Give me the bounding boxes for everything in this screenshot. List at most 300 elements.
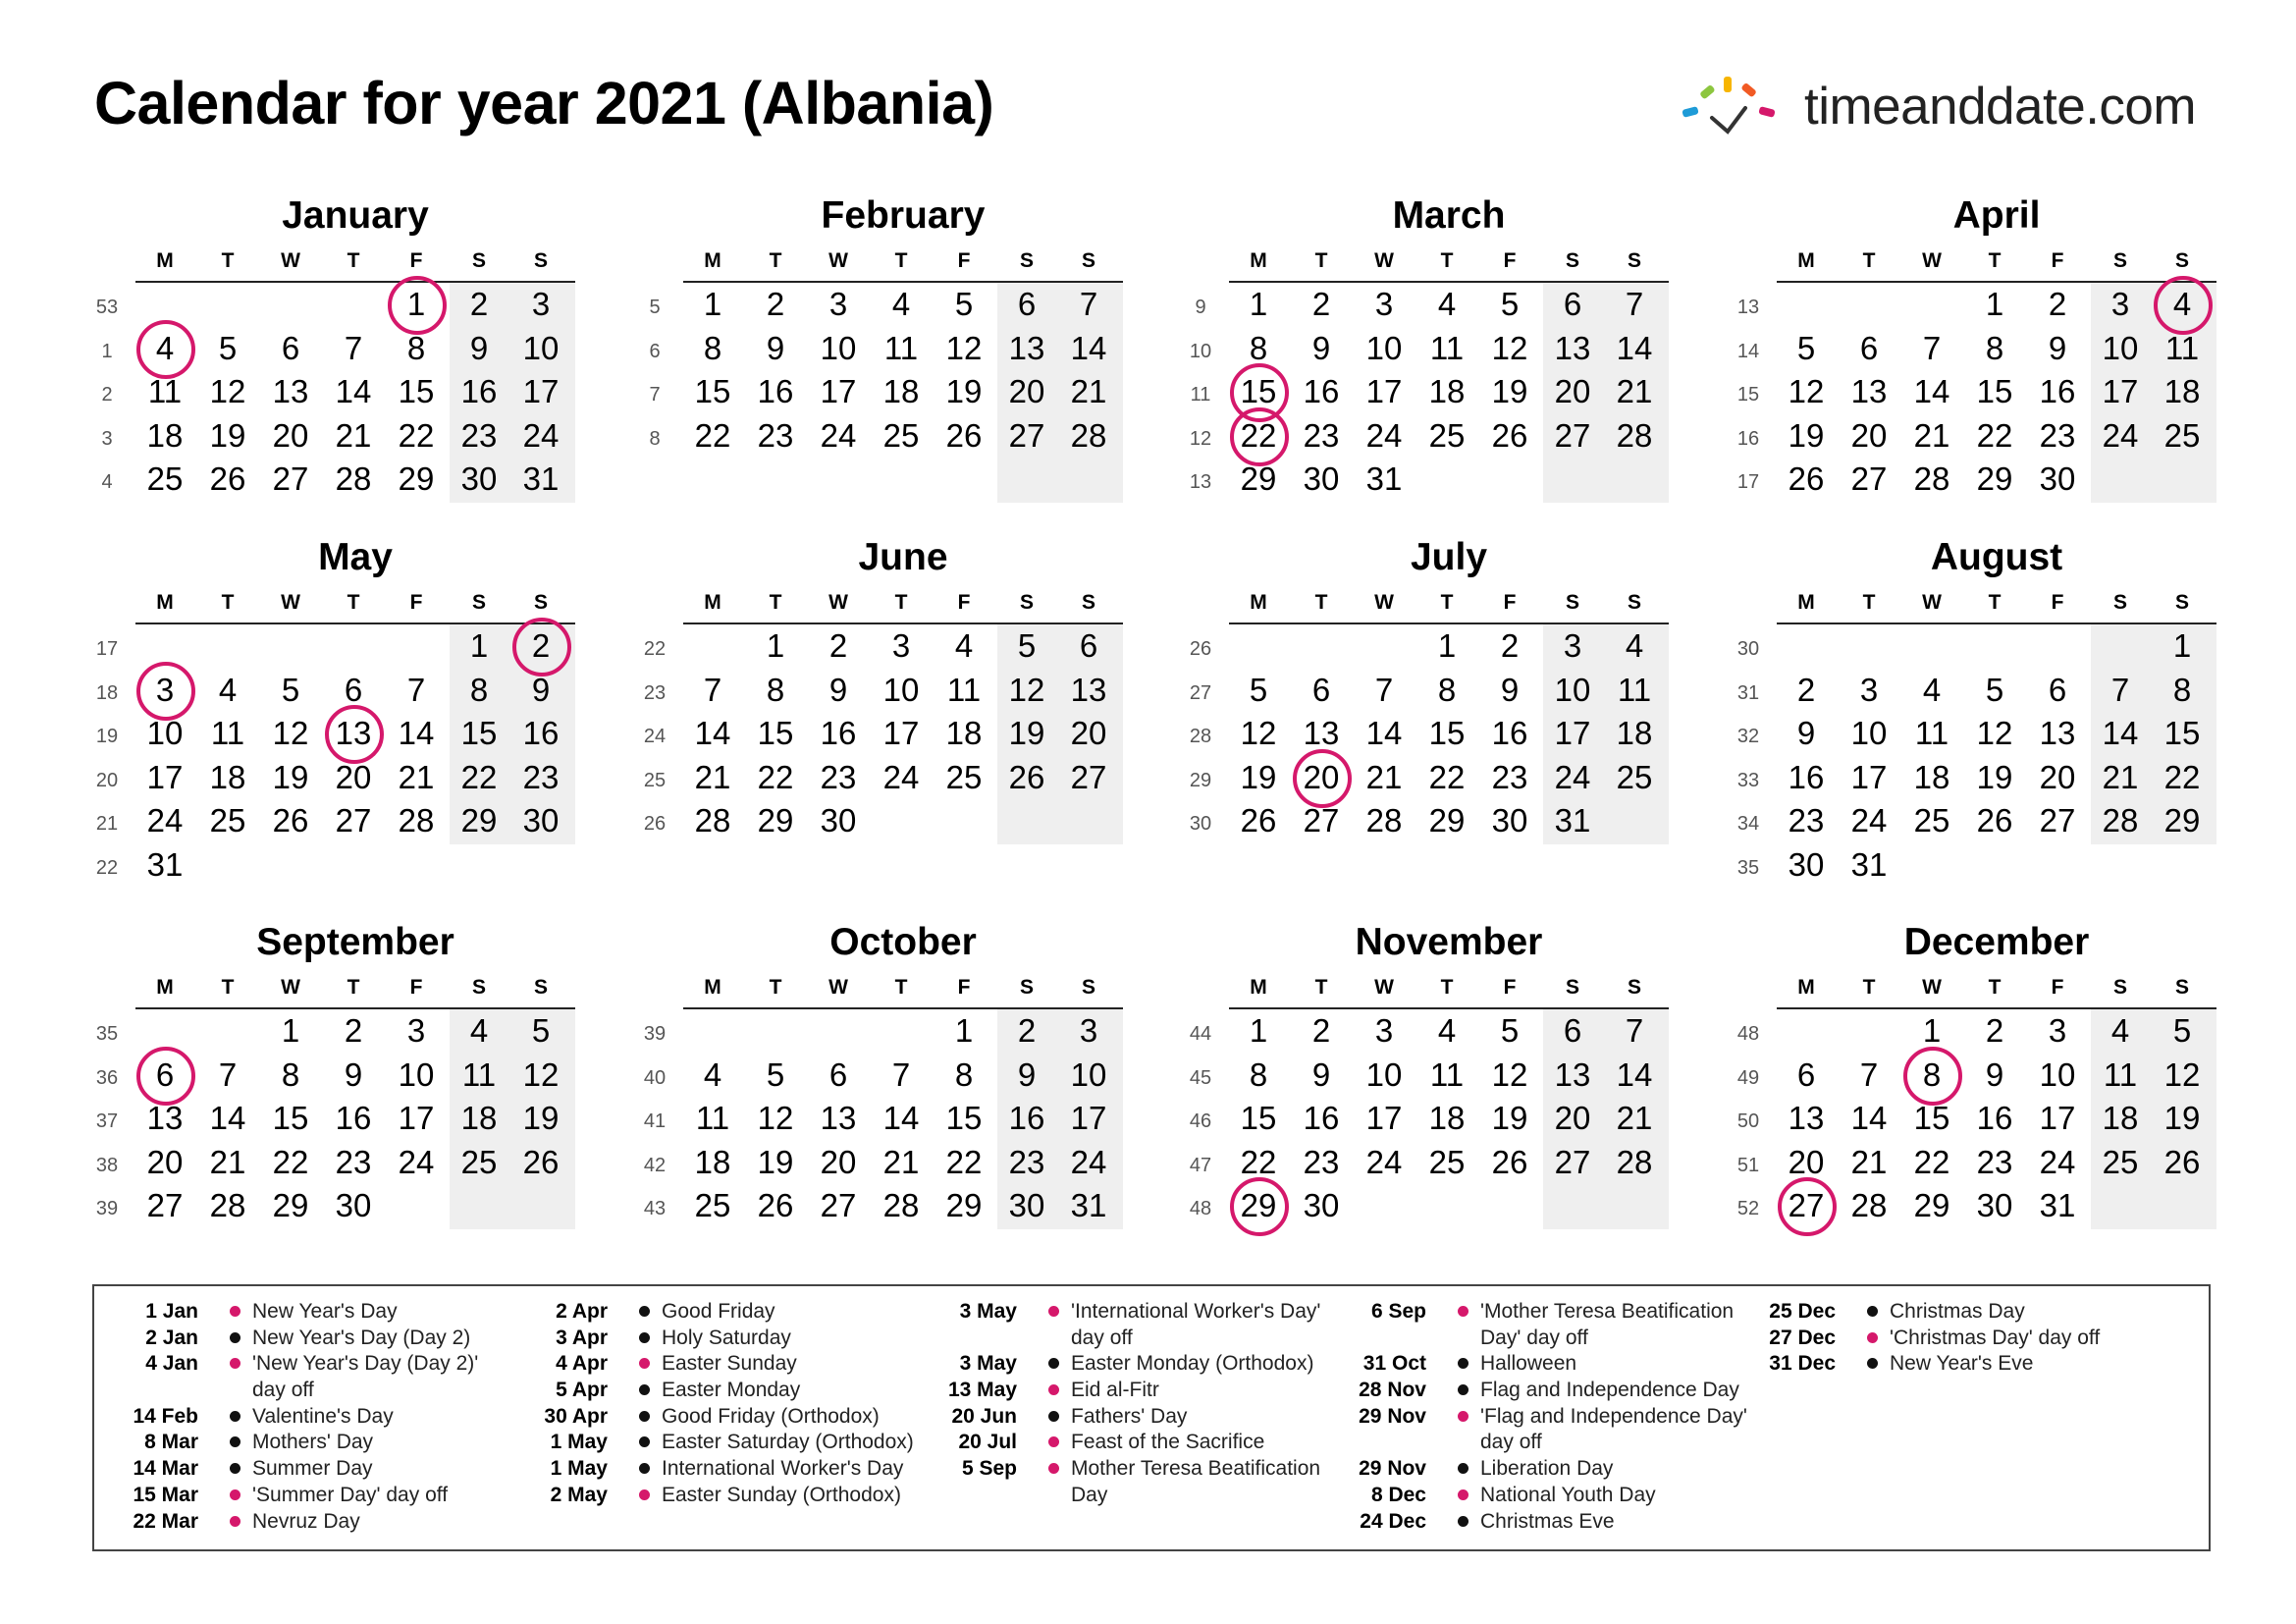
observance-bullet-icon <box>1458 1516 1468 1527</box>
day-cell: 7 <box>891 1056 911 1093</box>
day-cell: 27 <box>1008 416 1045 454</box>
holiday-name: National Youth Day <box>1480 1483 1656 1506</box>
week-number: 7 <box>649 384 661 406</box>
public-holiday-bullet-icon <box>1048 1384 1059 1395</box>
observance-bullet-icon <box>1458 1384 1468 1395</box>
day-cell: 22 <box>460 758 498 795</box>
day-cell: 25 <box>460 1143 498 1180</box>
weekday-header: T <box>1862 591 1876 614</box>
day-cell: 16 <box>2039 373 2076 409</box>
day-cell: 25 <box>1428 416 1466 454</box>
day-cell: 17 <box>1070 1100 1107 1136</box>
public-holiday-bullet-icon <box>1867 1332 1878 1343</box>
month-title: July <box>1410 536 1488 578</box>
day-cell: 30 <box>460 460 498 497</box>
day-cell: 12 <box>272 715 309 751</box>
week-number: 40 <box>643 1066 667 1089</box>
holiday-day-cell: 22 <box>1232 409 1285 462</box>
weekday-header: S <box>1565 249 1579 272</box>
holiday-name: Good Friday (Orthodox) <box>662 1404 880 1428</box>
day-cell: 18 <box>460 1100 498 1136</box>
day-cell: 30 <box>1788 845 1825 883</box>
week-number: 2 <box>101 384 113 406</box>
day-cell: 18 <box>2102 1100 2139 1136</box>
day-cell: 31 <box>146 845 184 883</box>
month-title: May <box>318 536 393 578</box>
day-cell: 10 <box>1850 715 1888 751</box>
day-cell: 15 <box>1913 1100 1950 1136</box>
day-cell: 29 <box>2163 802 2201 839</box>
day-cell: 25 <box>146 460 184 497</box>
week-number: 23 <box>643 681 667 704</box>
day-cell: 29 <box>1913 1187 1950 1223</box>
day-cell: 1 <box>1922 1012 1942 1049</box>
day-cell: 16 <box>757 373 794 409</box>
holiday-date: 5 Sep <box>961 1457 1017 1481</box>
holiday-name: Christmas Eve <box>1480 1509 1615 1533</box>
day-cell: 20 <box>1788 1143 1825 1180</box>
month-august <box>1734 536 2244 929</box>
day-cell: 10 <box>820 329 857 366</box>
day-cell: 7 <box>1922 329 1942 366</box>
day-cell: 3 <box>1563 627 1582 664</box>
weekday-header: T <box>1314 591 1328 614</box>
day-cell: 19 <box>209 416 246 454</box>
day-cell: 16 <box>1008 1100 1045 1136</box>
day-cell: 9 <box>344 1056 363 1093</box>
weekday-header: W <box>281 249 300 272</box>
day-cell: 8 <box>2172 671 2192 708</box>
observance-bullet-icon <box>639 1463 650 1474</box>
week-number: 41 <box>643 1110 667 1132</box>
day-cell: 14 <box>1616 329 1653 366</box>
weekday-header: F <box>2051 976 2064 999</box>
day-cell: 14 <box>1365 715 1403 751</box>
day-cell: 24 <box>2102 416 2139 454</box>
day-cell: 4 <box>954 627 974 664</box>
day-cell: 1 <box>1437 627 1457 664</box>
holiday-date: 14 Mar <box>133 1457 198 1481</box>
day-cell: 13 <box>2039 715 2076 751</box>
week-number: 35 <box>1736 856 1760 879</box>
weekday-header: M <box>1250 976 1267 999</box>
holiday-name: Easter Monday (Orthodox) <box>1071 1352 1314 1376</box>
day-cell: 19 <box>2163 1100 2201 1136</box>
day-cell: 6 <box>1563 286 1582 322</box>
day-cell: 20 <box>146 1143 184 1180</box>
day-cell: 23 <box>1303 416 1340 454</box>
holiday-name: Easter Monday <box>662 1379 801 1402</box>
month-may <box>92 536 603 929</box>
day-cell: 24 <box>1365 416 1403 454</box>
day-cell: 15 <box>1976 373 2013 409</box>
day-cell: 8 <box>469 671 489 708</box>
day-cell: 28 <box>694 802 731 839</box>
day-cell: 15 <box>460 715 498 751</box>
day-cell: 24 <box>882 758 920 795</box>
week-number: 15 <box>1736 384 1760 406</box>
day-cell: 25 <box>209 802 246 839</box>
day-cell: 25 <box>945 758 983 795</box>
day-cell: 28 <box>1616 416 1653 454</box>
holiday-item <box>929 1352 1339 1379</box>
holiday-date: 20 Jul <box>958 1431 1017 1454</box>
holiday-item <box>1338 1457 1748 1484</box>
public-holiday-bullet-icon <box>230 1516 240 1527</box>
day-cell: 3 <box>406 1012 426 1049</box>
day-cell: 9 <box>828 671 848 708</box>
weekday-header: S <box>2112 249 2127 272</box>
day-cell: 5 <box>218 329 238 366</box>
holiday-day-cell: 4 <box>2156 278 2209 331</box>
day-cell: 24 <box>522 416 560 454</box>
month-september <box>92 921 603 1314</box>
day-cell: 18 <box>2163 373 2201 409</box>
week-number: 19 <box>95 726 119 747</box>
holiday-name: Day' day off <box>1480 1326 1588 1349</box>
day-cell: 25 <box>2102 1143 2139 1180</box>
weekday-header: S <box>1081 976 1095 999</box>
day-cell: 28 <box>1365 802 1403 839</box>
day-cell: 26 <box>1491 1143 1528 1180</box>
day-cell: 29 <box>460 802 498 839</box>
day-cell: 1 <box>281 1012 300 1049</box>
day-cell: 19 <box>1008 715 1045 751</box>
day-cell: 17 <box>882 715 920 751</box>
day-cell: 22 <box>1976 416 2013 454</box>
day-cell: 2 <box>1311 1012 1331 1049</box>
day-cell: 23 <box>1303 1143 1340 1180</box>
holiday-date: 8 Mar <box>144 1431 198 1454</box>
day-cell: 7 <box>1625 1012 1644 1049</box>
day-cell: 14 <box>1070 329 1107 366</box>
day-cell: 12 <box>1976 715 2013 751</box>
day-cell: 18 <box>1428 373 1466 409</box>
holiday-item <box>110 1484 520 1510</box>
holiday-item <box>519 1405 930 1432</box>
week-number: 35 <box>95 1023 119 1045</box>
day-cell: 17 <box>2102 373 2139 409</box>
holiday-date: 8 Dec <box>1370 1483 1426 1506</box>
day-cell: 5 <box>2172 1012 2192 1049</box>
weekday-header: S <box>1627 249 1641 272</box>
day-cell: 15 <box>945 1100 983 1136</box>
day-cell: 13 <box>1850 373 1888 409</box>
day-cell: 6 <box>2048 671 2067 708</box>
day-cell: 21 <box>1365 758 1403 795</box>
day-cell: 14 <box>398 715 435 751</box>
day-cell: 16 <box>1788 758 1825 795</box>
day-cell: 9 <box>1311 329 1331 366</box>
weekday-header: S <box>1019 976 1034 999</box>
holiday-name: 'New Year's Day (Day 2)' <box>252 1352 479 1376</box>
day-cell: 12 <box>522 1056 560 1093</box>
holiday-name: Summer Day <box>252 1457 373 1481</box>
day-cell: 8 <box>1249 1056 1268 1093</box>
day-cell: 15 <box>398 373 435 409</box>
week-number: 11 <box>1190 384 1211 406</box>
day-cell: 5 <box>954 286 974 322</box>
day-cell: 22 <box>757 758 794 795</box>
day-cell: 14 <box>694 715 731 751</box>
day-cell: 19 <box>945 373 983 409</box>
holiday-item <box>1338 1405 1748 1432</box>
day-cell: 15 <box>2163 715 2201 751</box>
day-cell: 21 <box>1616 1100 1653 1136</box>
day-cell: 8 <box>1249 329 1268 366</box>
month-october <box>640 921 1150 1314</box>
day-cell: 20 <box>335 758 372 795</box>
day-cell: 10 <box>1070 1056 1107 1093</box>
day-cell: 27 <box>2039 802 2076 839</box>
month-title: February <box>821 194 986 237</box>
day-cell: 16 <box>1303 1100 1340 1136</box>
holiday-date: 14 Feb <box>133 1404 198 1428</box>
month-title: December <box>1903 921 2090 963</box>
public-holiday-bullet-icon <box>230 1306 240 1317</box>
day-cell: 23 <box>820 758 857 795</box>
week-number: 34 <box>1736 813 1760 835</box>
day-cell: 2 <box>344 1012 363 1049</box>
day-cell: 22 <box>1428 758 1466 795</box>
month-june <box>640 536 1150 929</box>
week-number: 25 <box>643 769 667 791</box>
day-cell: 12 <box>1008 671 1045 708</box>
holiday-name: New Year's Eve <box>1890 1352 2034 1376</box>
day-cell: 5 <box>1985 671 2004 708</box>
weekday-header: T <box>1862 249 1876 272</box>
day-cell: 27 <box>1554 1143 1591 1180</box>
weekday-header: M <box>156 591 174 614</box>
week-number: 42 <box>643 1154 667 1176</box>
observance-bullet-icon <box>230 1332 240 1343</box>
observance-bullet-icon <box>230 1436 240 1447</box>
day-cell: 2 <box>1017 1012 1037 1049</box>
weekday-header: T <box>221 591 235 614</box>
weekday-header: T <box>894 591 908 614</box>
day-cell: 13 <box>1070 671 1107 708</box>
day-cell: 1 <box>954 1012 974 1049</box>
day-cell: 9 <box>1985 1056 2004 1093</box>
day-cell: 27 <box>1070 758 1107 795</box>
holiday-column <box>519 1300 930 1510</box>
week-number: 52 <box>1736 1198 1760 1219</box>
day-cell: 14 <box>882 1100 920 1136</box>
weekday-header: T <box>1988 591 2002 614</box>
day-cell: 6 <box>1859 329 1879 366</box>
page-title: Calendar for year 2021 (Albania) <box>94 70 994 136</box>
day-cell: 7 <box>1859 1056 1879 1093</box>
day-cell: 23 <box>335 1143 372 1180</box>
day-cell: 18 <box>1913 758 1950 795</box>
holiday-item <box>519 1431 930 1457</box>
day-cell: 19 <box>757 1143 794 1180</box>
week-number: 33 <box>1736 769 1760 791</box>
day-cell: 10 <box>398 1056 435 1093</box>
holiday-name: Easter Sunday <box>662 1352 797 1376</box>
day-cell: 23 <box>460 416 498 454</box>
week-number: 45 <box>1189 1066 1212 1089</box>
month-february <box>640 194 1150 587</box>
holiday-name: Eid al-Fitr <box>1071 1379 1159 1402</box>
day-cell: 11 <box>946 671 982 708</box>
week-number: 39 <box>643 1023 667 1045</box>
day-cell: 12 <box>1240 715 1277 751</box>
observance-bullet-icon <box>639 1436 650 1447</box>
week-number: 39 <box>95 1198 119 1219</box>
day-cell: 11 <box>1914 715 1949 751</box>
day-cell: 10 <box>522 329 560 366</box>
week-number: 36 <box>95 1066 119 1089</box>
weekday-header: M <box>704 976 721 999</box>
day-cell: 7 <box>344 329 363 366</box>
week-number: 13 <box>1736 297 1760 318</box>
day-cell: 17 <box>1850 758 1888 795</box>
holiday-date: 13 May <box>947 1379 1017 1402</box>
day-cell: 13 <box>146 1100 184 1136</box>
weekday-header: W <box>281 976 300 999</box>
holiday-name: New Year's Day (Day 2) <box>252 1326 471 1349</box>
day-cell: 27 <box>1554 416 1591 454</box>
weekday-header: M <box>1797 976 1815 999</box>
holiday-item-continuation <box>929 1484 1339 1510</box>
day-cell: 21 <box>2102 758 2139 795</box>
holiday-item <box>1338 1300 1748 1326</box>
public-holiday-bullet-icon <box>1458 1411 1468 1422</box>
weekday-header: T <box>1440 591 1454 614</box>
weekday-header: S <box>471 976 486 999</box>
week-number: 38 <box>95 1154 119 1176</box>
weekday-header: T <box>769 249 782 272</box>
day-cell: 21 <box>1850 1143 1888 1180</box>
holiday-item-continuation <box>1338 1326 1748 1353</box>
day-cell: 7 <box>1625 286 1644 322</box>
day-cell: 26 <box>945 416 983 454</box>
holiday-date: 20 Jun <box>951 1404 1017 1428</box>
weekday-header: S <box>471 249 486 272</box>
weekday-header: F <box>957 976 971 999</box>
week-number: 18 <box>95 681 119 704</box>
month-title: November <box>1355 921 1543 963</box>
day-cell: 12 <box>209 373 246 409</box>
weekday-header: T <box>894 976 908 999</box>
weekday-header: F <box>2051 249 2064 272</box>
day-cell: 22 <box>945 1143 983 1180</box>
weekday-header: F <box>1503 591 1517 614</box>
day-cell: 6 <box>1563 1012 1582 1049</box>
day-cell: 17 <box>1554 715 1591 751</box>
weekday-header: W <box>1374 249 1394 272</box>
weekday-header: T <box>1988 976 2002 999</box>
day-cell: 28 <box>335 460 372 497</box>
holiday-item <box>519 1326 930 1353</box>
holiday-column <box>1747 1300 2158 1379</box>
holiday-day-cell: 2 <box>514 620 567 673</box>
day-cell: 28 <box>1850 1187 1888 1223</box>
holiday-name: Nevruz Day <box>252 1509 360 1533</box>
holiday-date: 1 Jan <box>145 1300 198 1323</box>
holiday-item <box>110 1326 520 1353</box>
day-cell: 18 <box>694 1143 731 1180</box>
weekday-header: M <box>156 249 174 272</box>
day-cell: 15 <box>1428 715 1466 751</box>
day-cell: 2 <box>1796 671 1816 708</box>
week-number: 24 <box>643 726 667 747</box>
day-cell: 12 <box>757 1100 794 1136</box>
holiday-date: 28 Nov <box>1359 1379 1426 1402</box>
weekday-header: S <box>533 249 548 272</box>
day-cell: 14 <box>209 1100 246 1136</box>
week-number: 17 <box>1736 471 1760 493</box>
day-cell: 29 <box>398 460 435 497</box>
day-cell: 11 <box>1617 671 1652 708</box>
week-number: 46 <box>1189 1110 1212 1132</box>
day-cell: 26 <box>1008 758 1045 795</box>
day-cell: 22 <box>694 416 731 454</box>
holiday-item <box>519 1300 930 1326</box>
day-cell: 1 <box>766 627 785 664</box>
holiday-date: 4 Jan <box>145 1352 198 1376</box>
day-cell: 11 <box>461 1056 497 1093</box>
day-cell: 6 <box>1017 286 1037 322</box>
day-cell: 16 <box>1303 373 1340 409</box>
day-cell: 15 <box>272 1100 309 1136</box>
week-number: 16 <box>1736 427 1760 450</box>
weekday-header: W <box>1374 591 1394 614</box>
day-cell: 28 <box>398 802 435 839</box>
holiday-item-continuation <box>1338 1431 1748 1457</box>
day-cell: 30 <box>1491 802 1528 839</box>
day-cell: 25 <box>1913 802 1950 839</box>
day-cell: 28 <box>1913 460 1950 497</box>
public-holiday-bullet-icon <box>1048 1306 1059 1317</box>
weekday-header: F <box>1503 249 1517 272</box>
weekday-header: W <box>828 591 848 614</box>
weekday-header: T <box>1440 976 1454 999</box>
day-cell: 5 <box>1249 671 1268 708</box>
holiday-date: 24 Dec <box>1360 1509 1426 1533</box>
day-cell: 30 <box>1303 1187 1340 1223</box>
holiday-day-cell: 3 <box>138 664 191 717</box>
week-number: 43 <box>643 1198 667 1219</box>
holiday-date: 2 Jan <box>145 1326 198 1349</box>
holiday-name: 'Mother Teresa Beatification <box>1480 1300 1735 1323</box>
day-cell: 12 <box>1491 329 1528 366</box>
day-cell: 26 <box>209 460 246 497</box>
day-cell: 26 <box>757 1187 794 1223</box>
day-cell: 19 <box>272 758 309 795</box>
day-cell: 7 <box>406 671 426 708</box>
day-cell: 8 <box>703 329 722 366</box>
week-number: 6 <box>649 340 661 362</box>
weekday-header: S <box>1081 249 1095 272</box>
week-number: 49 <box>1736 1066 1760 1089</box>
day-cell: 1 <box>2172 627 2192 664</box>
day-cell: 28 <box>1070 416 1107 454</box>
weekday-header: W <box>281 591 300 614</box>
day-cell: 23 <box>2039 416 2076 454</box>
holiday-name: Liberation Day <box>1480 1457 1614 1481</box>
public-holiday-bullet-icon <box>230 1358 240 1369</box>
day-cell: 3 <box>891 627 911 664</box>
month-november <box>1186 921 1696 1314</box>
weekday-header: S <box>2174 249 2189 272</box>
weekday-header: T <box>347 976 360 999</box>
holiday-list <box>92 1284 2211 1551</box>
holiday-date: 31 Oct <box>1362 1352 1426 1376</box>
day-cell: 10 <box>1365 1056 1403 1093</box>
day-cell: 24 <box>1365 1143 1403 1180</box>
